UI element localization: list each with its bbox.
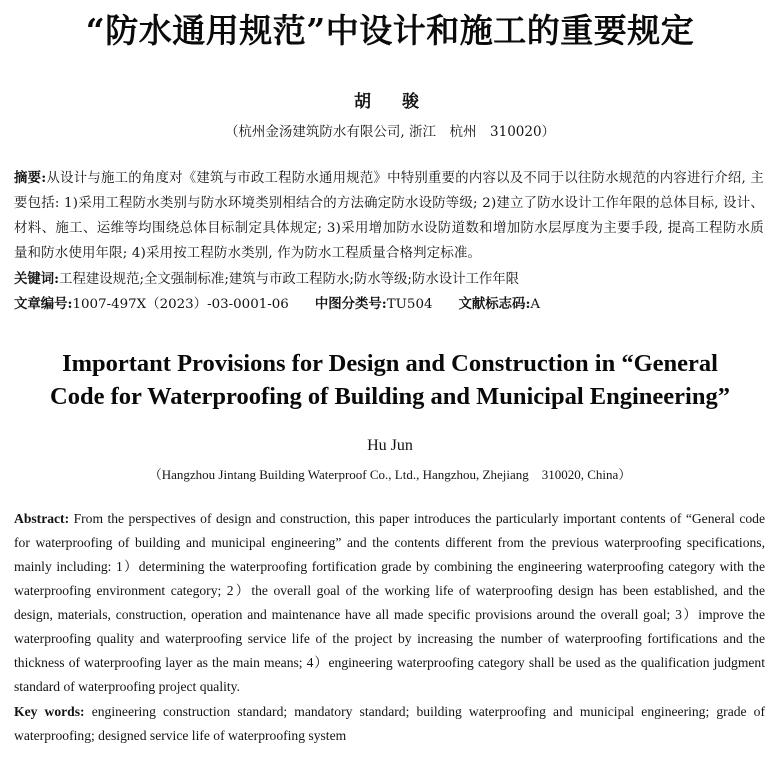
chinese-abstract-block (0, 142, 780, 317)
english-abstract-text: From the perspectives of design and construction, this paper introduces the particularly important contents of “General code for waterproofing of building and municipal engineering” and the contents different from the previous waterproofing specifications, mainly including: 1）determining the waterproofing fortification grade by combining the engineering waterproofing category with the waterproofing environment category; 2）the overall goal of the working life of waterproofing design has been established, and the design, materials, construction, operation and maintenance have all made specific provisions around the overall goal; 3）improve the waterproofing quality and waterproofing service life of the project by increasing the number of waterproofing fortifications and the thickness of waterproofing layer as the main means; 4）engineering waterproofing category shall be used as the qualification judgment standard of waterproofing project quality. (14, 511, 765, 694)
article-number-label: 文章编号: (14, 296, 73, 312)
chinese-metadata-line (14, 292, 764, 317)
english-affiliation: （Hangzhou Jintang Building Waterproof Co., Ltd., Hangzhou, Zhejiang 310020, China） (148, 467, 632, 482)
chinese-abstract-paragraph (14, 166, 764, 266)
english-title-line-1: Important Provisions for Design and Construction in “General (62, 350, 718, 377)
english-abstract-label: Abstract: (14, 511, 70, 526)
chinese-abstract-text: 从设计与施工的角度对《建筑与市政工程防水通用规范》中特别重要的内容以及不同于以往防水规范的内容进行介绍, 主要包括: 1)采用工程防水类别与防水环境类别相结合的方法确定防水设防等级; 2)建立了防水设计工作年限的总体目标, 设计、材料、施工、运维等均围绕总体目标制定具体规定; 3)采用增加防水设防道数和增加防水层厚度为主要手段, 提高工程防水质量和防水使用年限; 4)采用按工程防水类别, 作为防水工程质量合格判定标准。 (14, 171, 765, 261)
document-code-label: 文献标志码: (458, 296, 531, 312)
english-keywords-label: Key words: (14, 704, 85, 719)
chinese-keywords-text: 工程建设规范;全文强制标准;建筑与市政工程防水;防水等级;防水设计工作年限 (59, 272, 520, 287)
article-number-value: 1007-497X（2023）-03-0001-06 (72, 297, 289, 312)
chinese-author-name: 胡 骏 (354, 92, 426, 112)
english-abstract-block (0, 484, 780, 748)
chinese-abstract-label: 摘要: (14, 170, 47, 186)
english-title-line-2: Code for Waterproofing of Building and Municipal Engineering” (50, 383, 730, 410)
chinese-keywords-label: 关键词: (14, 271, 60, 287)
clc-number-value: TU504 (386, 297, 433, 312)
english-author-name: Hu Jun (367, 437, 413, 454)
english-abstract-paragraph (14, 507, 765, 699)
chinese-keywords-line (14, 266, 764, 292)
document-code-value: A (530, 297, 541, 312)
chinese-title: “防水通用规范”中设计和施工的重要规定 (85, 11, 695, 50)
english-title (0, 317, 780, 413)
english-keywords-line (14, 699, 765, 748)
english-keywords-text: engineering construction standard; mandatory standard; building waterproofing and municipal engineering; grade of waterproofing; designed service life of waterproofing system (14, 704, 766, 743)
clc-number-label: 中图分类号: (314, 296, 387, 312)
chinese-affiliation: （杭州金汤建筑防水有限公司, 浙江 杭州 310020） (224, 124, 556, 140)
